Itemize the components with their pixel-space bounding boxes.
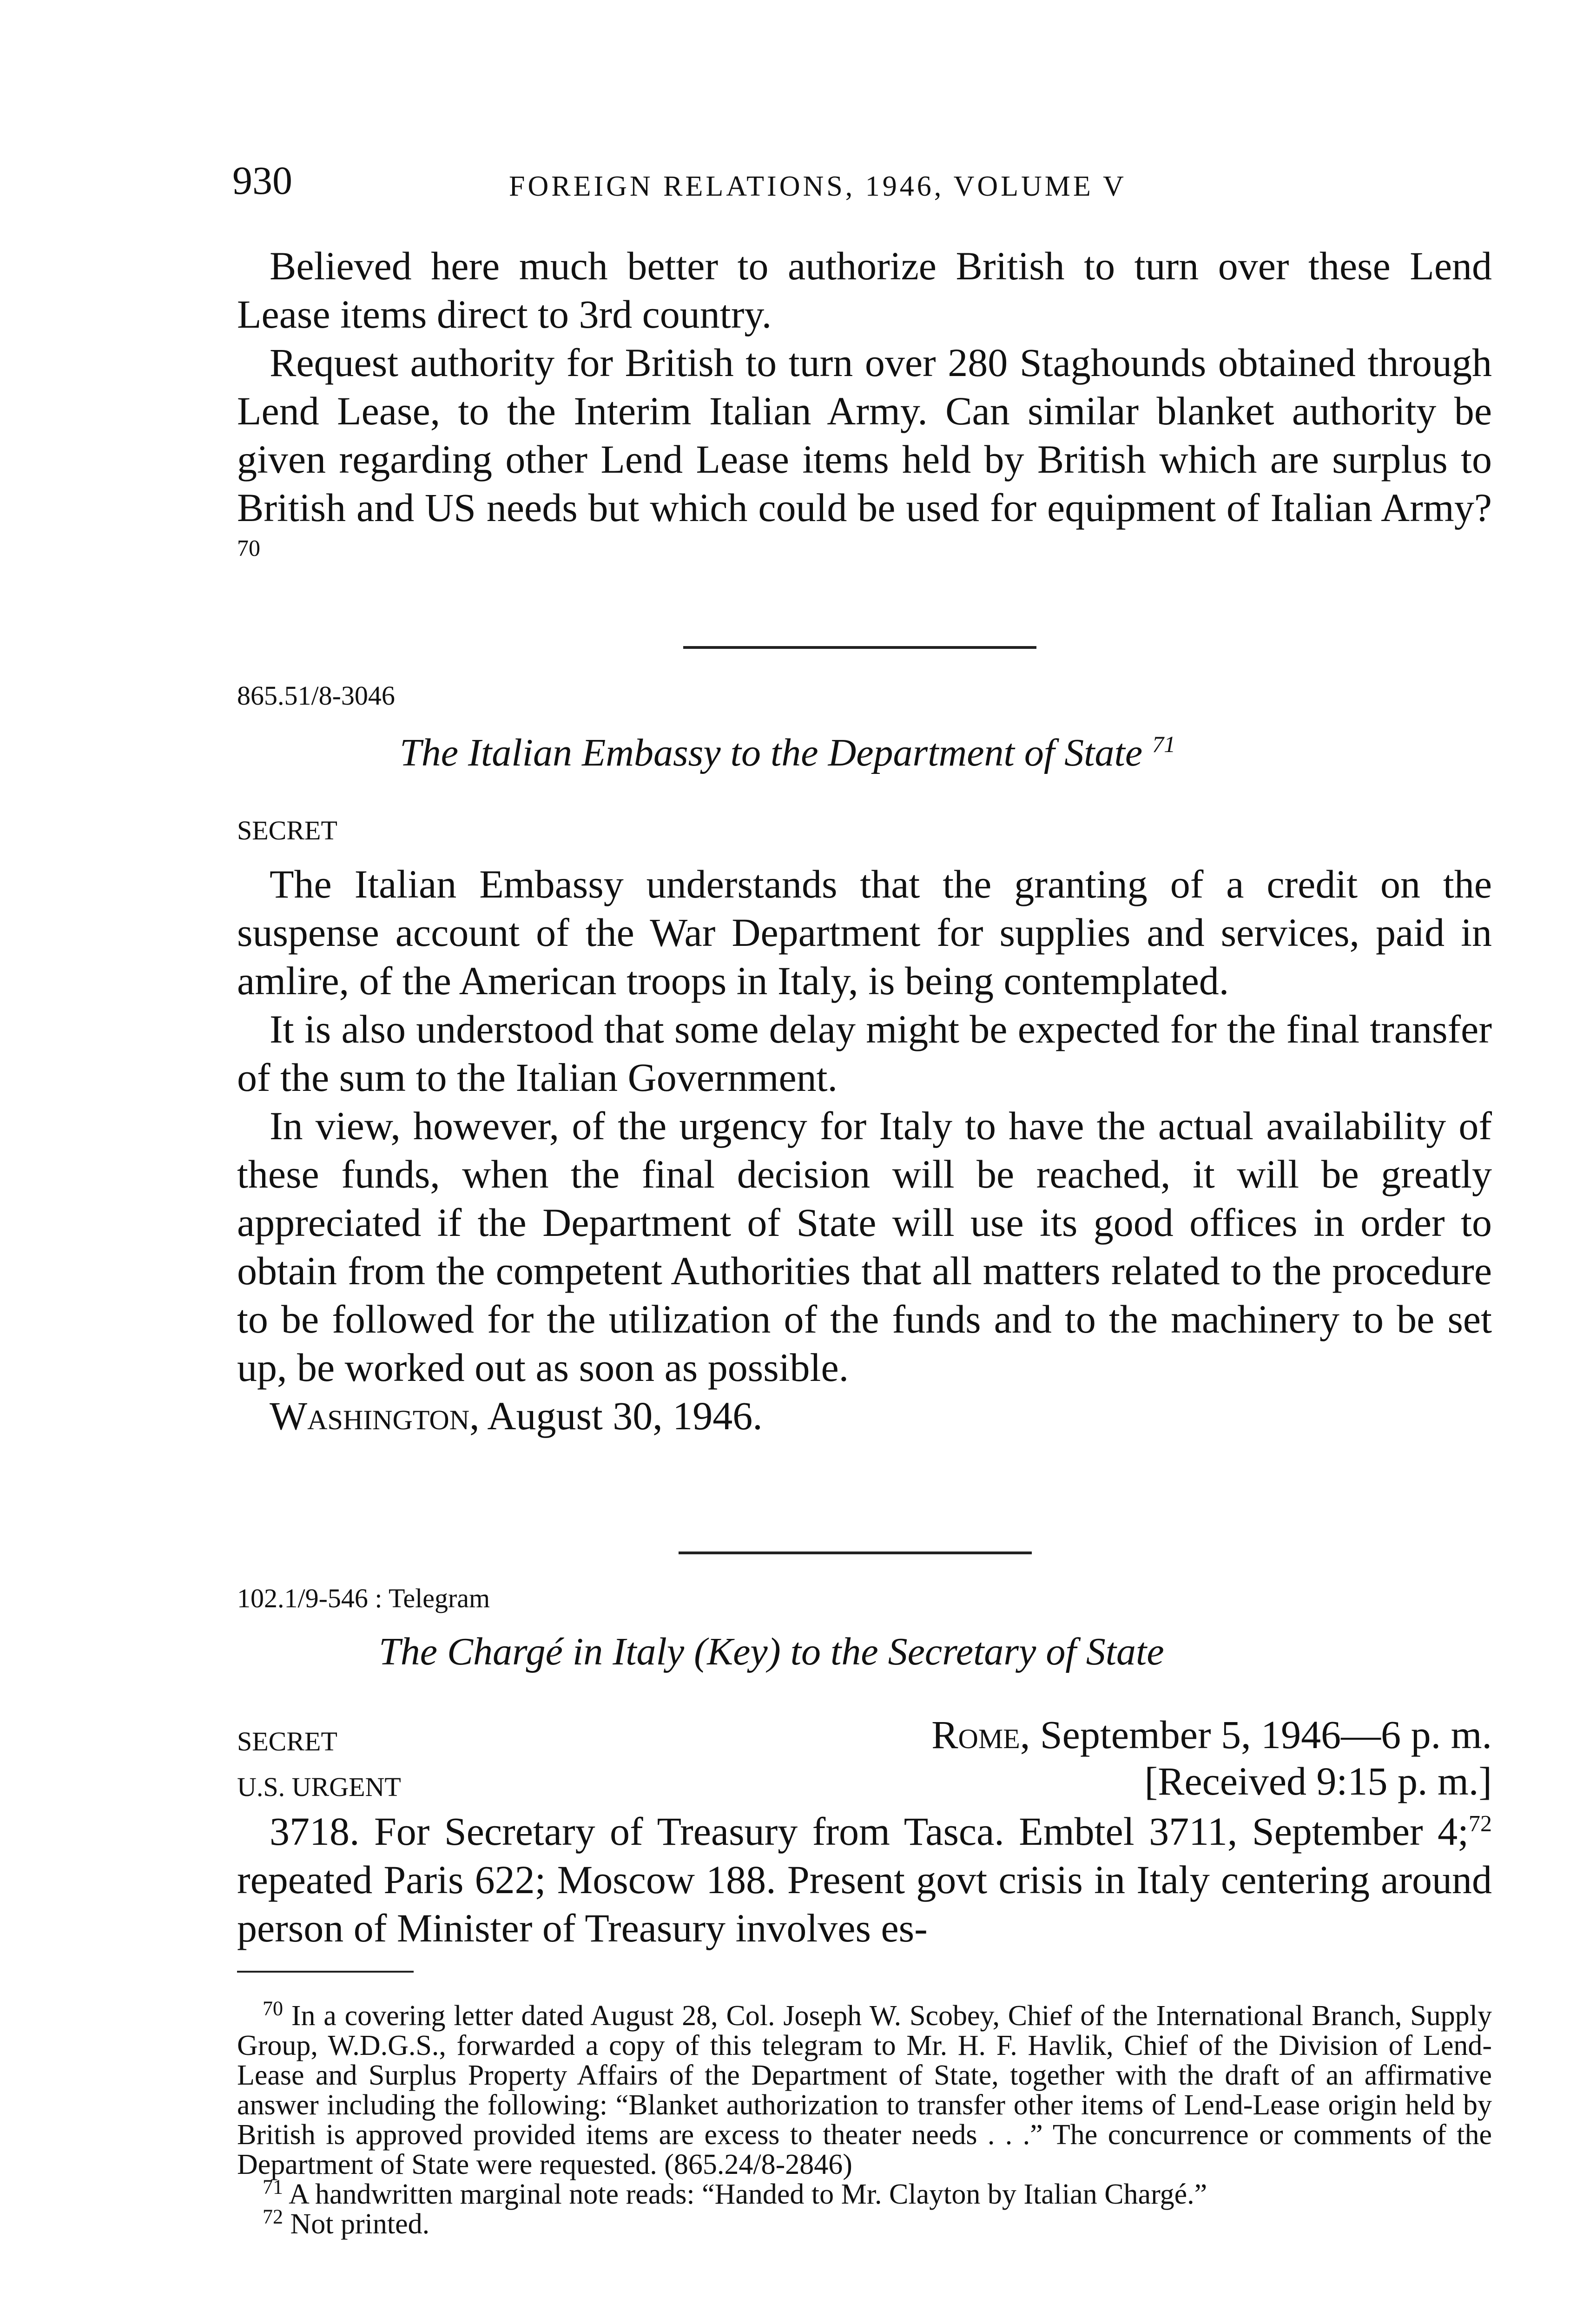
paragraph-text: repeated Paris 622; Moscow 188. Present govt crisis in Italy centering around person of Minister of Treasury involves es- <box>237 1857 1492 1950</box>
document-heading <box>400 733 1175 772</box>
footnote-ref: 70 <box>237 535 260 561</box>
telegram-continuation <box>237 242 1492 580</box>
footnote-number: 71 <box>263 2175 283 2199</box>
document-heading: The Chargé in Italy (Key) to the Secretary of State <box>379 1630 1164 1673</box>
footnote <box>237 1997 1492 2180</box>
section-divider <box>683 646 1036 649</box>
dateline <box>604 1710 1492 1759</box>
paragraph <box>237 1807 1492 1952</box>
running-title: FOREIGN RELATIONS, 1946, VOLUME V <box>509 171 1127 202</box>
section-divider <box>679 1552 1032 1554</box>
embassy-note-body <box>237 860 1492 1440</box>
paragraph-text: 3718. For Secretary of Treasury from Tasca. Embtel 3711, September 4; <box>270 1809 1469 1854</box>
received-time: [Received 9:15 p. m.] <box>1144 1759 1492 1803</box>
paragraph: It is also understood that some delay might be expected for the final transfer of the sum to the Italian Government. <box>237 1007 1492 1100</box>
footnote <box>237 2175 1492 2210</box>
file-number: 102.1/9-546 : Telegram <box>237 1583 490 1613</box>
date: , September 5, 1946—6 p. m. <box>1020 1712 1492 1757</box>
footnote-text: A handwritten marginal note reads: “Handed to Mr. Clayton by Italian Chargé.” <box>289 2179 1207 2210</box>
paragraph: In view, however, of the urgency for Italy to have the actual availability of these funds, when the final decision will be reached, it will be greatly appreciated if the Department of State will use its good offices in order to obtain from the competent Authorities that all matters related to the procedure to be followed for the utilization of the funds and to the machinery to be set up, be worked out as soon as possible. <box>237 1103 1492 1390</box>
paragraph: The Italian Embassy understands that the granting of a credit on the suspense account of the War Department for supplies and services, paid in amlire, of the American troops in Italy, is being contemplated. <box>237 862 1492 1003</box>
footnote-number: 72 <box>263 2205 283 2228</box>
heading-text: The Italian Embassy to the Department of State <box>400 731 1143 774</box>
file-number: 865.51/8-3046 <box>237 680 395 711</box>
place: Washington <box>270 1393 470 1438</box>
page-number: 930 <box>232 158 292 203</box>
footnote-ref: 71 <box>1152 731 1176 757</box>
footnote-number: 70 <box>263 1997 283 2020</box>
footnote-text: In a covering letter dated August 28, Col. Joseph W. Scobey, Chief of the International Branch, Supply Group, W.D.G.S., forwarded a copy of this telegram to Mr. H. F. Havlik, Chief of the Division of Lend-Lease and Surplus Property Affairs of the Department of State, together with the draft of an affirmative answer including the following: “Blanket authorization to transfer other items of Lend-Lease origin held by British is approved provided items are excess to theater needs . . .” The concurrence or comments of the Department of State were requested. (865.24/8-2846) <box>237 2000 1492 2180</box>
paragraph: Believed here much better to authorize British to turn over these Lend Lease items direct to 3rd country. <box>237 244 1492 337</box>
classification-label: SECRET <box>237 1726 337 1756</box>
place: Rome <box>931 1712 1020 1757</box>
footnote-text: Not printed. <box>290 2208 430 2240</box>
classification-label: SECRET <box>237 815 337 845</box>
signature-line <box>237 1392 1492 1440</box>
paragraph <box>237 338 1492 580</box>
priority-label: U.S. URGENT <box>237 1772 401 1802</box>
footnote <box>237 2205 1492 2240</box>
footnotes <box>237 1997 1492 2240</box>
footnote-divider <box>237 1971 414 1973</box>
footnote-ref: 72 <box>1469 1810 1492 1836</box>
date: , August 30, 1946. <box>469 1393 763 1438</box>
paragraph-text: Request authority for British to turn over 280 Staghounds obtained through Lend Lease, to the Interim Italian Army. Can similar blanket authority be given regarding other Lend Lease items held by British which are surplus to British and US needs but which could be used for equipment of Italian Army? <box>237 340 1492 530</box>
telegram-body <box>237 1807 1492 1952</box>
